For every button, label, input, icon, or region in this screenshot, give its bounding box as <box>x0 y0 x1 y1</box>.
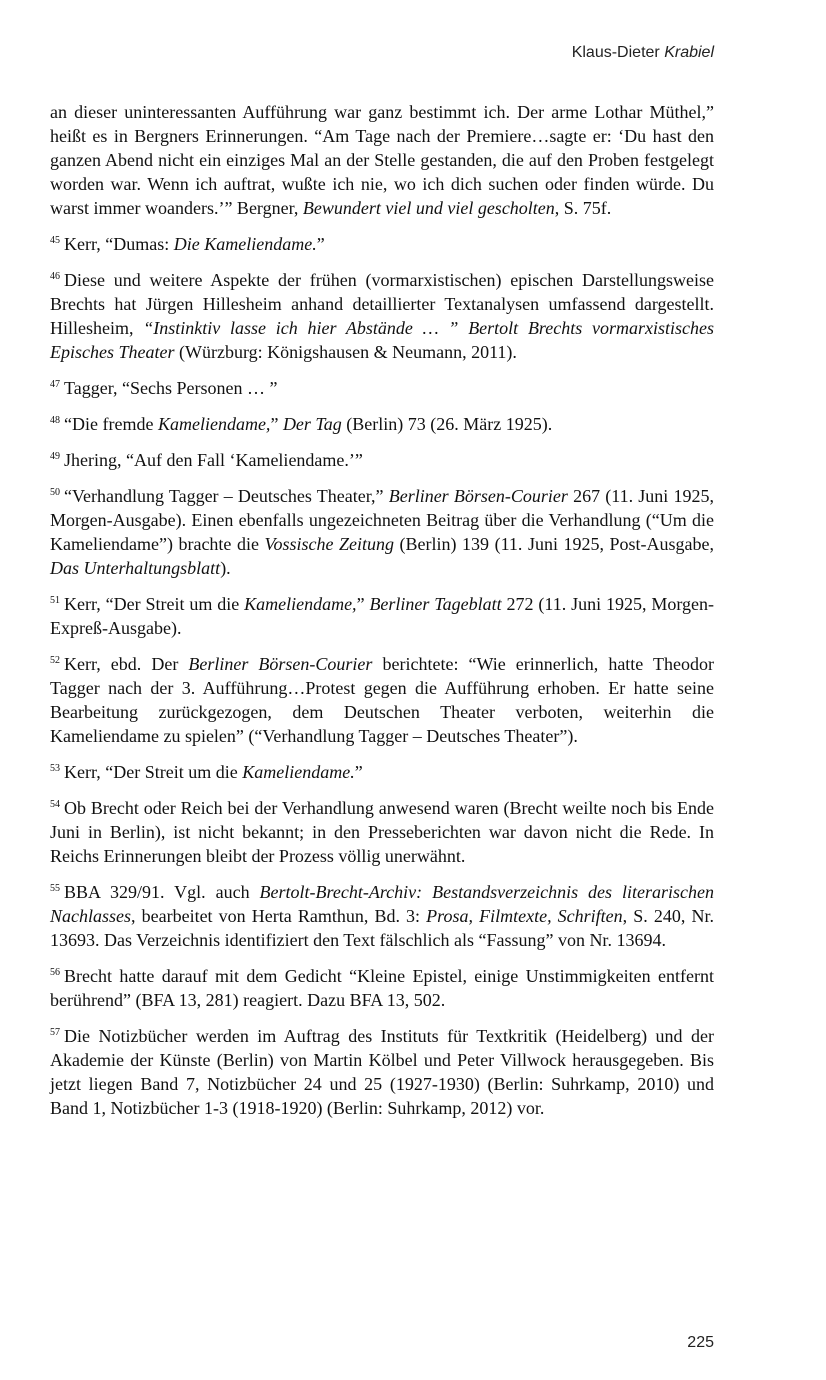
endnote-text: Kerr, “Der Streit um die <box>64 594 245 614</box>
endnote-continuation <box>50 100 714 220</box>
endnote-text: (Berlin) 73 (26. März 1925). <box>341 414 553 434</box>
endnote-text: ). <box>220 558 231 578</box>
endnote-number: 49 <box>50 451 60 462</box>
endnote-number: 50 <box>50 487 60 498</box>
endnote-text: Ob Brecht oder Reich bei der Verhandlung anwesend waren (Brecht weilte noch bis Ende Juni in Berlin), ist nicht bekannt; in den Presseberichten war davon nicht die Rede. In Reichs Erinnerungen bleibt der Prozess völlig unerwähnt. <box>50 798 714 866</box>
endnote-text: Kerr, ebd. Der <box>64 654 189 674</box>
page-number: 225 <box>687 1334 714 1351</box>
endnote-italic-text: Bewundert viel und viel gescholten <box>302 198 555 218</box>
endnote-56 <box>50 964 714 1012</box>
endnote-text: , S. 240, Nr. 13693. Das Verzeichnis identifiziert den Text fälschlich als “Fassung” von Nr. 13694. <box>50 906 714 950</box>
endnote-text: “Verhandlung Tagger – Deutsches Theater,” <box>64 486 389 506</box>
endnote-53 <box>50 760 714 784</box>
running-header <box>572 44 714 62</box>
endnote-text: Kerr, “Dumas: <box>64 234 174 254</box>
endnote-italic-text: Bertolt-Brecht-Archiv: Bestandsverzeichnis des literarischen Nachlasses <box>50 882 714 926</box>
endnote-text: Kerr, “Der Streit um die <box>64 762 243 782</box>
endnote-italic-text: Prosa, Filmtexte, Schriften <box>426 906 623 926</box>
endnote-48 <box>50 412 714 436</box>
endnote-text: 272 (11. Juni 1925, Morgen-Expreß-Ausgabe). <box>50 594 715 638</box>
endnote-text: Tagger, “Sechs Personen … ” <box>64 378 278 398</box>
endnote-number: 55 <box>50 883 60 894</box>
endnote-text: berichtete: “Wie erinnerlich, hatte Theodor Tagger nach der 3. Aufführung…Protest gegen die Aufführung erhoben. Er hatte seine Bearbeitung zurückgezogen, dem Deutschen Theater verboten, weiterhin die Kameliendame zu spielen” (“Verhandlung Tagger – Deutsches Theater”). <box>50 654 715 746</box>
endnote-italic-text: Kameliendame. <box>242 762 355 782</box>
endnote-italic-text: Der Tag <box>282 414 342 434</box>
endnote-text: Jhering, “Auf den Fall ‘Kameliendame.’” <box>64 450 363 470</box>
endnote-italic-text: Berliner Tageblatt <box>369 594 502 614</box>
endnote-number: 54 <box>50 799 60 810</box>
endnote-number: 56 <box>50 967 60 978</box>
endnotes <box>50 100 714 1132</box>
endnote-text: Brecht hatte darauf mit dem Gedicht “Kleine Epistel, einige Unstimmigkeiten entfernt berührend” (BFA 13, 281) reagiert. Dazu BFA 13, 502. <box>50 966 714 1010</box>
endnote-50 <box>50 484 714 580</box>
endnote-text: “Die fremde <box>64 414 158 434</box>
endnote-text: Die Notizbücher werden im Auftrag des Instituts für Textkritik (Heidelberg) und der Akademie der Künste (Berlin) von Martin Kölbel und Peter Villwock herausgegeben. Bis jetzt liegen Band 7, Notizbücher 24 und 25 (1927-1930) (Berlin: Suhrkamp, 2010) und Band 1, Notizbücher 1-3 (1918-1920) (Berlin: Suhrkamp, 2012) vor. <box>50 1026 714 1118</box>
header-author-first: Klaus-Dieter <box>571 44 660 61</box>
endnote-text: Diese und weitere Aspekte der frühen (vormarxistischen) epischen Darstellungsweise Brechts hat Jürgen Hillesheim anhand detaillierter Textanalysen umfassend dargestellt. Hillesheim, <box>50 270 714 338</box>
endnote-italic-text: Vossische Zeitung <box>264 534 395 554</box>
endnote-text: ” <box>316 234 325 254</box>
endnote-text: an dieser uninteressanten Aufführung war ganz bestimmt ich. Der arme Lothar Müthel,” heißt es in Bergners Erinnerungen. “Am Tage nach der Premiere…sagte er: ‘Du hast den ganzen Abend nicht ein einziges Mal an der Stelle gestanden, die auf den Proben festgelegt worden war. Wenn ich auftrat, wußte ich nie, wo ich dich suchen oder finden würde. Du warst immer woanders.’” Bergner, <box>50 102 714 218</box>
endnote-text: (Würzburg: Königshausen & Neumann, 2011). <box>174 342 517 362</box>
endnote-text: , S. 75f. <box>554 198 612 218</box>
endnote-number: 52 <box>50 655 60 666</box>
endnote-number: 53 <box>50 763 60 774</box>
endnote-49 <box>50 448 714 472</box>
endnote-italic-text: Kameliendame, <box>157 414 271 434</box>
endnote-52 <box>50 652 714 748</box>
endnote-text: , bearbeitet von Herta Ramthun, Bd. 3: <box>131 906 427 926</box>
header-author-last: Krabiel <box>664 44 714 61</box>
endnote-55 <box>50 880 714 952</box>
endnote-number: 57 <box>50 1027 60 1038</box>
endnote-46 <box>50 268 714 364</box>
endnote-italic-text: “Instinktiv lasse ich hier Abstände … ” Bertolt Brechts vormarxistisches Episches Theater <box>50 318 714 362</box>
endnote-51 <box>50 592 714 640</box>
endnote-text: ” <box>354 762 363 782</box>
endnote-47 <box>50 376 714 400</box>
endnote-number: 46 <box>50 271 60 282</box>
endnote-italic-text: Die Kameliendame. <box>173 234 317 254</box>
endnote-italic-text: Berliner Börsen-Courier <box>188 654 373 674</box>
endnote-57 <box>50 1024 714 1120</box>
endnote-italic-text: Berliner Börsen-Courier <box>388 486 568 506</box>
endnote-text: ” <box>270 414 283 434</box>
endnote-number: 51 <box>50 595 60 606</box>
endnote-number: 48 <box>50 415 60 426</box>
endnote-number: 47 <box>50 379 60 390</box>
endnote-text: ” <box>356 594 370 614</box>
endnote-text: 267 (11. Juni 1925, Morgen-Ausgabe). Einen ebenfalls ungezeichneten Beitrag über die Verhandlung (“Um die Kameliendame”) brachte die <box>50 486 714 554</box>
endnote-italic-text: Kameliendame, <box>244 594 357 614</box>
endnote-number: 45 <box>50 235 60 246</box>
endnote-text: BBA 329/91. Vgl. auch <box>64 882 260 902</box>
endnote-54 <box>50 796 714 868</box>
endnote-45 <box>50 232 714 256</box>
endnote-italic-text: Das Unterhaltungsblatt <box>50 558 221 578</box>
endnote-text: (Berlin) 139 (11. Juni 1925, Post-Ausgabe, <box>394 534 714 554</box>
